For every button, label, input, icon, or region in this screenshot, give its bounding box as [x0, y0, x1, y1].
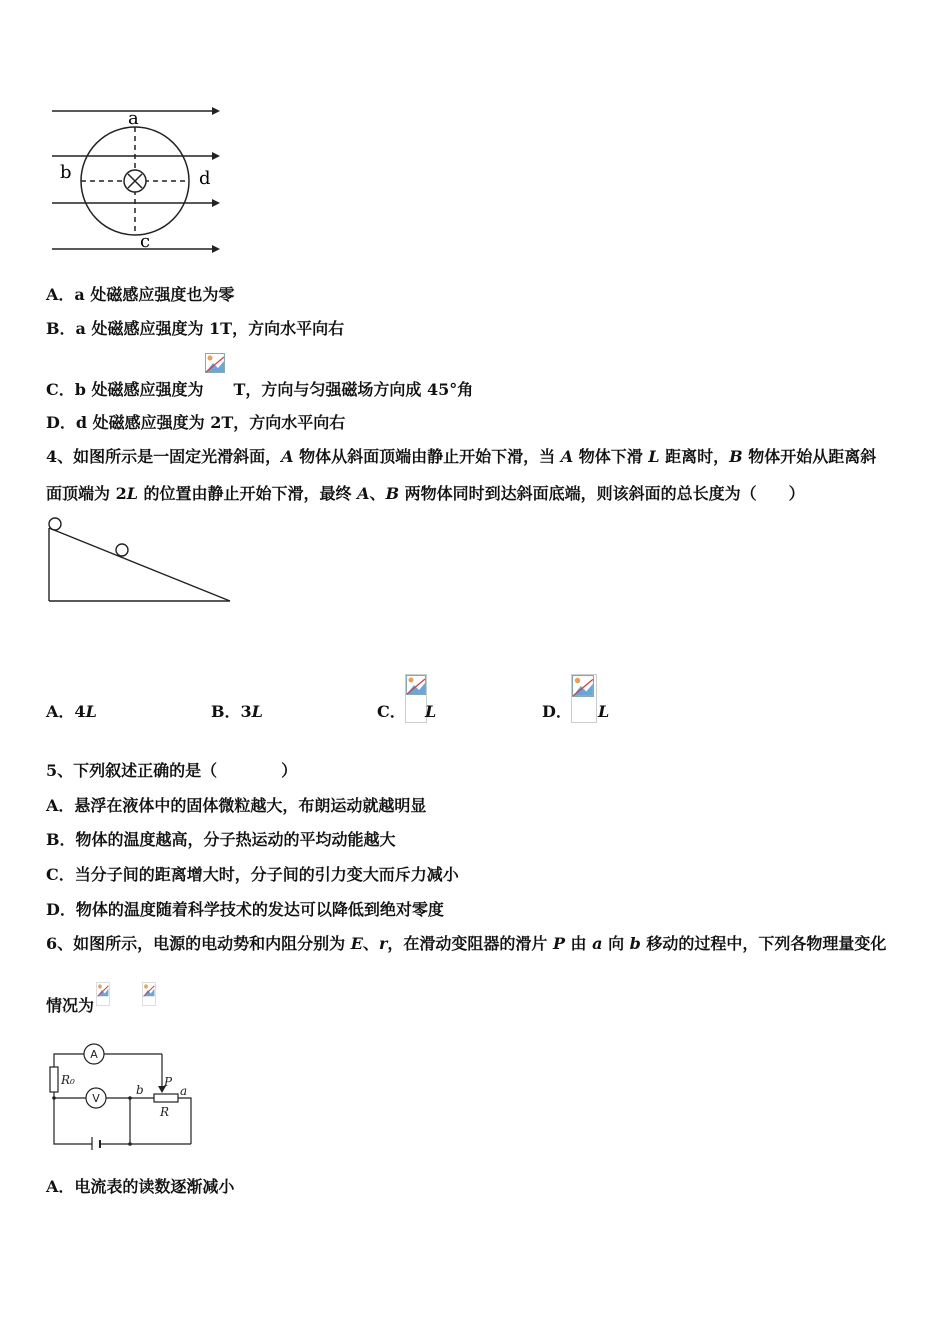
broken-image-icon: [204, 352, 234, 386]
label-a: a: [128, 108, 139, 129]
q6-stem-segment: a: [592, 934, 603, 953]
q4-stem-segment: L: [648, 447, 660, 466]
q4-option-a: A．4L: [46, 702, 97, 721]
voltmeter-label: V: [92, 1092, 100, 1105]
q4-stem-segment: A: [560, 447, 574, 466]
q4-stem-segment: 面顶端为 2: [46, 484, 127, 503]
q5-option-c: C．当分子间的距离增大时，分子间的引力变大而斥力减小: [46, 865, 459, 884]
q4-stem-segment: B: [385, 484, 400, 503]
label-b: b: [60, 162, 72, 183]
q3-option-c-prefix: C．b 处磁感应强度为: [46, 380, 204, 399]
q6-stem-segment: 由: [564, 934, 593, 953]
q4-option-d-label: D．: [542, 702, 572, 721]
q5-option-d: D．物体的温度随着科学技术的发达可以降低到绝对零度: [46, 900, 444, 919]
q6-stem-segment: 6、如图所示，电源的电动势和内阻分别为: [46, 934, 351, 953]
circuit-figure: [44, 1040, 200, 1150]
q3-option-a: A．a 处磁感应强度也为零: [46, 285, 235, 304]
q4-stem-segment: 的位置由静止开始下滑，最终: [137, 484, 358, 503]
q4-stem-segment: 两物体同时到达斜面底端，则该斜面的总长度为（ ）: [399, 484, 805, 503]
q6-stem-segment: 向: [602, 934, 630, 953]
q4-option-c-label: C．: [377, 702, 406, 721]
q4-option-b: B．3L: [211, 702, 263, 721]
magnetic-field-figure: [48, 104, 228, 254]
q3-option-c: [46, 352, 474, 399]
q3-option-c-suffix: T，方向与匀强磁场方向成 45°角: [233, 380, 474, 399]
q6-option-a: A．电流表的读数逐渐减小: [46, 1177, 235, 1196]
q4-stem-segment: A: [281, 447, 294, 466]
q3-option-d: D．d 处磁感应强度为 2T，方向水平向右: [46, 413, 346, 432]
q6-stem-line1: [46, 934, 886, 954]
q4-stem-segment: A: [357, 484, 370, 503]
q4-stem-line2: [46, 484, 805, 504]
circuit-label-p: P: [164, 1075, 173, 1089]
circuit-label-a: a: [180, 1084, 188, 1098]
q6-stem-line2: 情况为: [46, 996, 95, 1015]
q5-option-a: A．悬浮在液体中的固体微粒越大，布朗运动就越明显: [46, 796, 427, 815]
q4-stem-segment: 物体从斜面顶端由静止开始下滑，当: [293, 447, 561, 466]
circuit-label-b: b: [136, 1083, 144, 1097]
q4-stem-line1: [46, 447, 876, 467]
q6-stem-segment: b: [629, 934, 641, 953]
q6-stem-segment: ，在滑动变阻器的滑片: [387, 934, 553, 953]
q6-stem-segment: r: [378, 934, 388, 953]
q6-stem-segment: E: [350, 934, 363, 953]
ammeter-label: A: [90, 1048, 98, 1061]
q4-stem-segment: 4、如图所示是一固定光滑斜面，: [46, 447, 282, 466]
q6-stem-segment: P: [552, 934, 565, 953]
broken-image-icon: [96, 982, 110, 1006]
q5-option-b: B．物体的温度越高，分子热运动的平均动能越大: [46, 830, 396, 849]
incline-figure: [44, 514, 236, 606]
label-d: d: [199, 168, 211, 189]
q4-stem-segment: 、: [369, 484, 386, 503]
broken-image-icon: [405, 674, 427, 723]
circuit-label-r: R: [160, 1105, 170, 1119]
q4-stem-segment: L: [126, 484, 138, 503]
q4-stem-segment: 距离时，: [659, 447, 730, 466]
q3-option-b: B．a 处磁感应强度为 1T，方向水平向右: [46, 319, 345, 338]
q6-stem-segment: 移动的过程中，下列各物理量变化: [640, 934, 887, 953]
q4-option-d-var: L: [598, 702, 610, 721]
q6-stem-segment: 、: [362, 934, 379, 953]
q5-stem: 5、下列叙述正确的是（ ）: [46, 761, 298, 780]
q4-stem-segment: 物体下滑: [573, 447, 649, 466]
q4-option-c-var: L: [425, 702, 437, 721]
broken-image-icon: [571, 674, 597, 723]
q4-stem-segment: B: [729, 447, 743, 466]
q4-stem-segment: 物体开始从距离斜: [742, 447, 877, 466]
broken-image-icon: [142, 982, 156, 1006]
circuit-label-r0: R₀: [61, 1073, 75, 1087]
label-c: c: [140, 231, 151, 252]
